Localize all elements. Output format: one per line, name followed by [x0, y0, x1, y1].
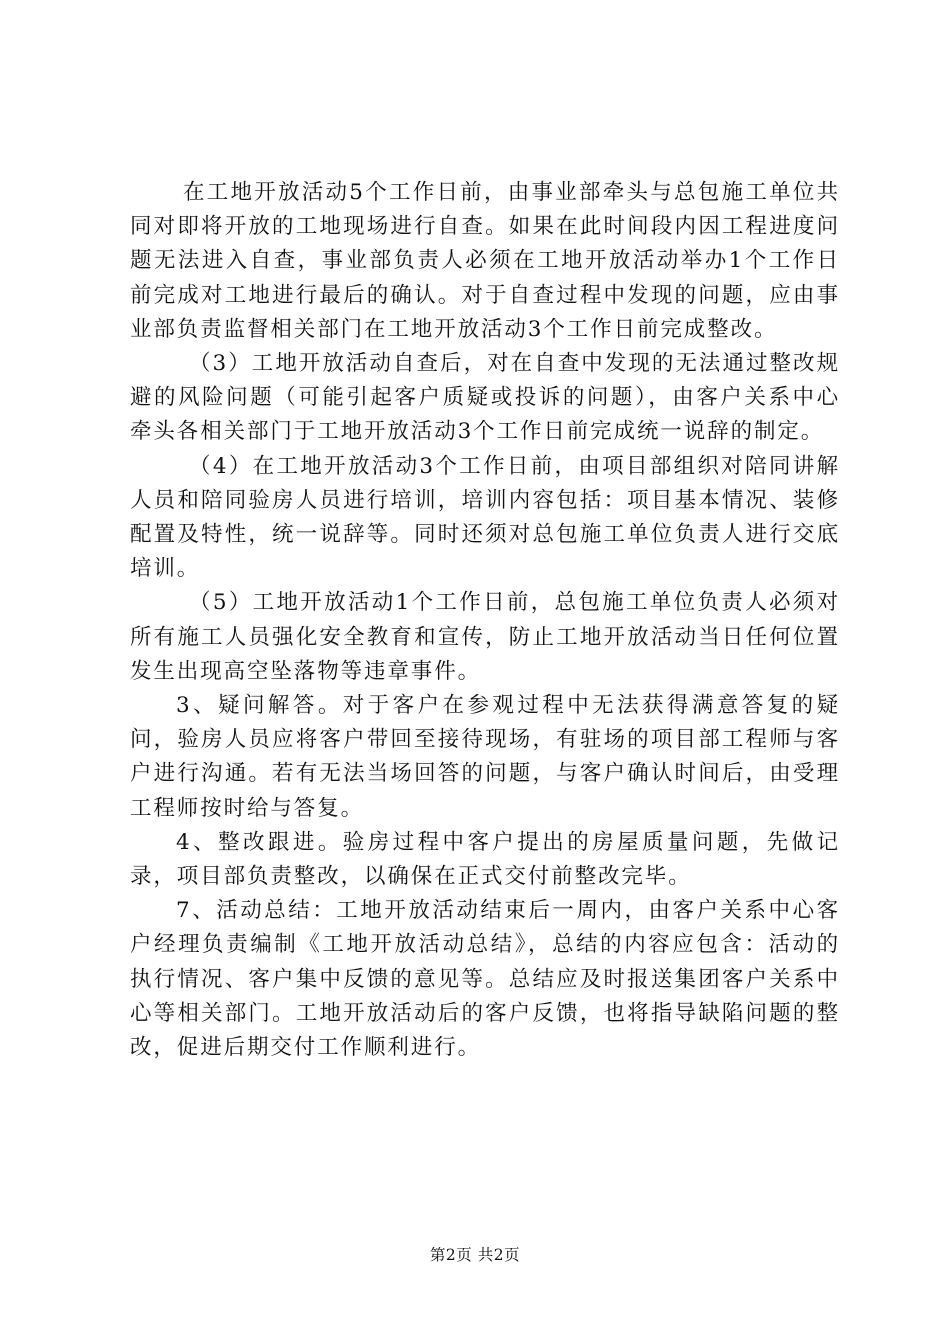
paragraph-item-4: （4）在工地开放活动3个工作日前，由项目部组织对陪同讲解人员和陪同验房人员进行培训，培训内容包括：项目基本情况、装修配置及特性，统一说辞等。同时还须对总包施工单位负责人进行交底培训。: [130, 453, 840, 582]
paragraph-rectification-followup: 4、整改跟进。验房过程中客户提出的房屋质量问题，先做记录，项目部负责整改，以确保在正式交付前整改完毕。: [130, 829, 840, 890]
paragraph-question-answer: 3、疑问解答。对于客户在参观过程中无法获得满意答复的疑问，验房人员应将客户带回至接待现场，有驻场的项目部工程师与客户进行沟通。若有无法当场回答的问题，与客户确认时间后，由受理工程师按时给与答复。: [130, 693, 840, 821]
document-body: [130, 176, 840, 1065]
paragraph-item-5: （5）工地开放活动1个工作日前，总包施工单位负责人必须对所有施工人员强化安全教育和宣传，防止工地开放活动当日任何位置发生出现高空坠落物等违章事件。: [130, 590, 840, 684]
paragraph-self-inspection: 在工地开放活动5个工作日前，由事业部牵头与总包施工单位共同对即将开放的工地现场进行自查。如果在此时间段内因工程进度问题无法进入自查，事业部负责人必须在工地开放活动举办1个工作日前完成对工地进行最后的确认。对于自查过程中发现的问题，应由事业部负责监督相关部门在工地开放活动3个工作日前完成整改。: [130, 180, 840, 342]
paragraph-activity-summary: 7、活动总结：工地开放活动结束后一周内，由客户关系中心客户经理负责编制《工地开放活动总结》，总结的内容应包含：活动的执行情况、客户集中反馈的意见等。总结应及时报送集团客户关系中心等相关部门。工地开放活动后的客户反馈，也将指导缺陷问题的整改，促进后期交付工作顺利进行。: [130, 898, 840, 1061]
page-footer: 第2页 共2页: [429, 1246, 521, 1264]
paragraph-item-3: （3）工地开放活动自查后，对在自查中发现的无法通过整改规避的风险问题（可能引起客户质疑或投诉的问题），由客户关系中心牵头各相关部门于工地开放活动3个工作日前完成统一说辞的制定。: [130, 351, 840, 445]
